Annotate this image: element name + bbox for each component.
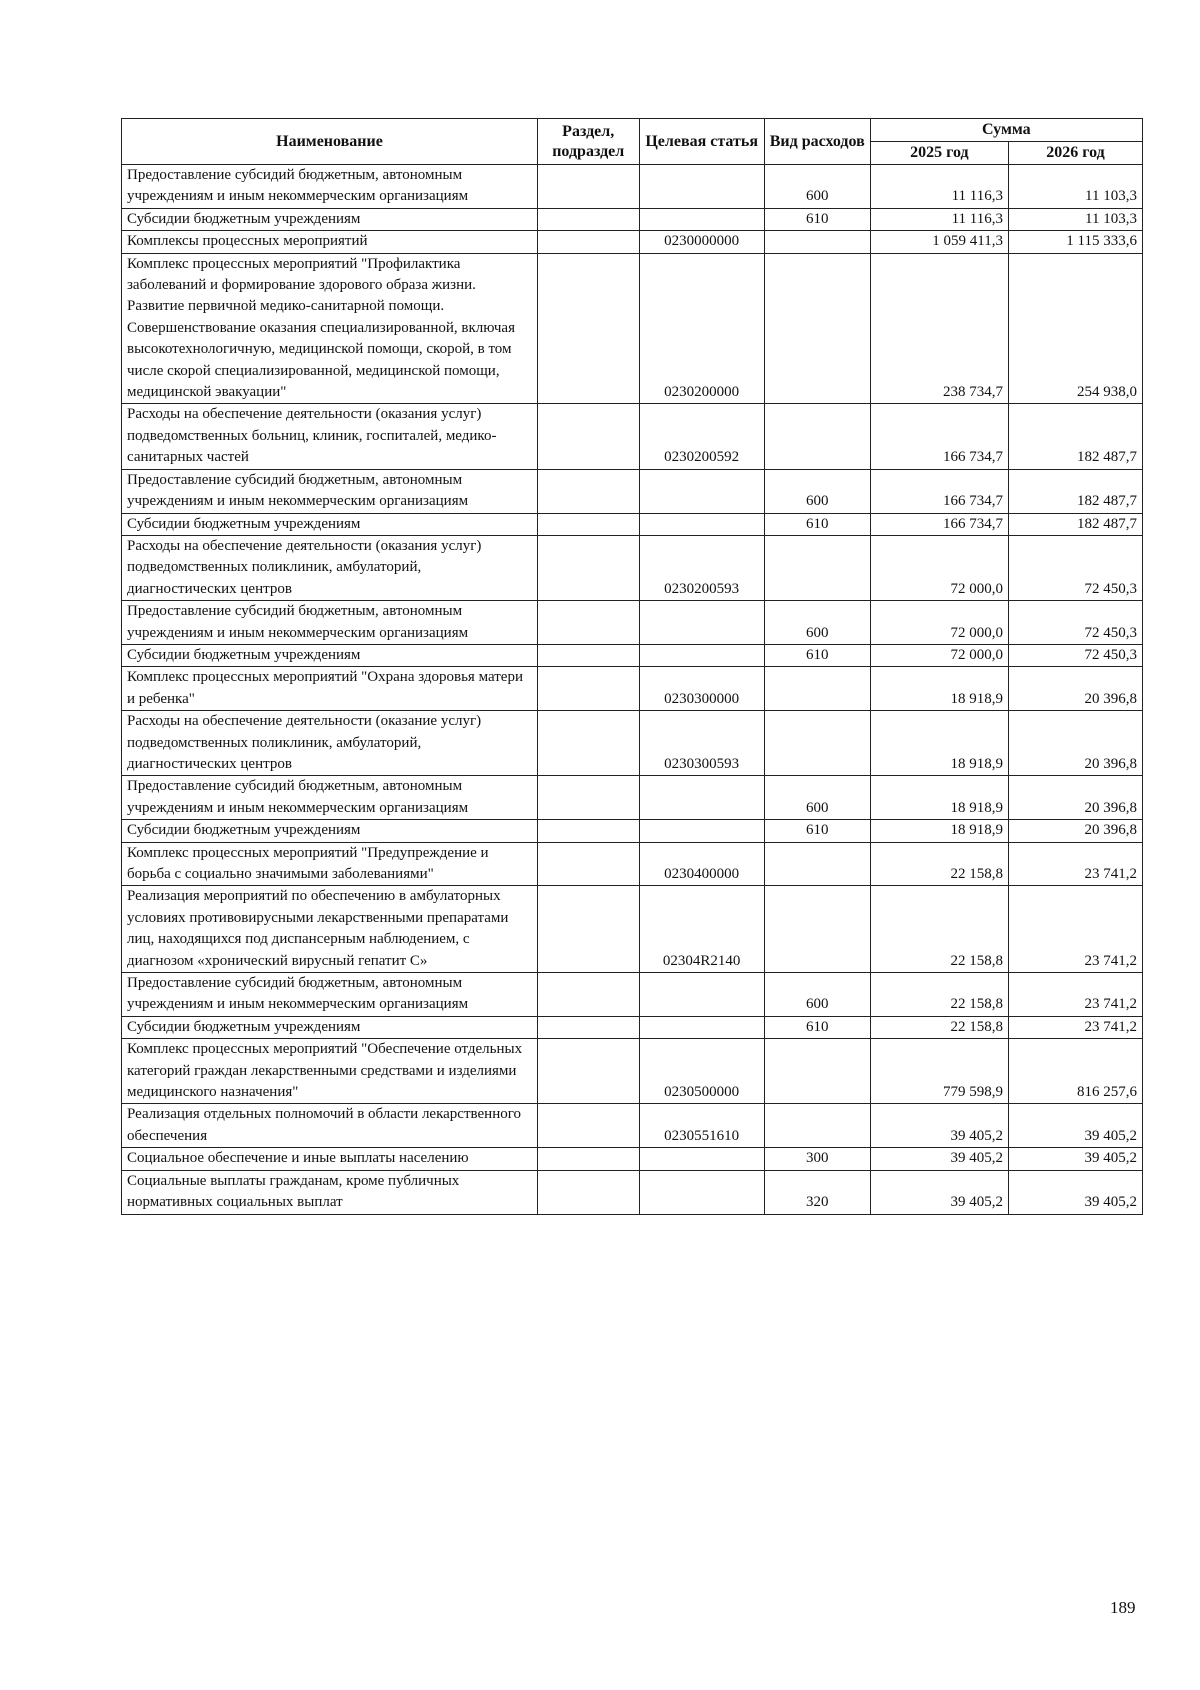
cell-2026: 182 487,7 [1008, 404, 1142, 469]
table-row [122, 667, 1143, 711]
cell-name: Комплексы процессных мероприятий [122, 231, 538, 253]
cell-2026: 816 257,6 [1008, 1039, 1142, 1104]
cell-type: 300 [764, 1148, 870, 1170]
cell-2025: 72 000,0 [870, 601, 1008, 645]
table-row [122, 973, 1143, 1017]
cell-2025: 72 000,0 [870, 535, 1008, 600]
cell-target: 0230000000 [639, 231, 764, 253]
header-year-2025: 2025 год [870, 142, 1008, 165]
cell-name: Предоставление субсидий бюджетным, автономным учреждениям и иным некоммерческим организациям [122, 165, 538, 209]
cell-2025: 166 734,7 [870, 469, 1008, 513]
table-row [122, 165, 1143, 209]
cell-section [537, 535, 639, 600]
cell-name: Комплекс процессных мероприятий "Предупреждение и борьба с социально значимыми заболеваниями" [122, 842, 538, 886]
cell-section [537, 601, 639, 645]
cell-name: Расходы на обеспечение деятельности (оказание услуг) подведомственных поликлиник, амбулаторий, диагностических центров [122, 711, 538, 776]
cell-2025: 18 918,9 [870, 667, 1008, 711]
cell-target: 0230300000 [639, 667, 764, 711]
cell-2026: 23 741,2 [1008, 1016, 1142, 1038]
cell-type: 600 [764, 165, 870, 209]
cell-2025: 166 734,7 [870, 404, 1008, 469]
cell-2025: 18 918,9 [870, 711, 1008, 776]
table-row [122, 711, 1143, 776]
cell-section [537, 776, 639, 820]
cell-target: 0230200593 [639, 535, 764, 600]
table-row [122, 535, 1143, 600]
cell-name: Социальные выплаты гражданам, кроме публичных нормативных социальных выплат [122, 1170, 538, 1214]
cell-2025: 22 158,8 [870, 842, 1008, 886]
cell-2025: 39 405,2 [870, 1170, 1008, 1214]
cell-2025: 18 918,9 [870, 776, 1008, 820]
cell-name: Комплекс процессных мероприятий "Профилактика заболеваний и формирование здорового образа жизни. Развитие первичной медико-санитарной помощи. Совершенствование оказания специализированной, включая высокотехнологичную, медицинской помощи, скорой, в том числе скорой специализированной, медицинской помощи, медицинской эвакуации" [122, 253, 538, 404]
table-row [122, 1039, 1143, 1104]
cell-type [764, 1039, 870, 1104]
cell-name: Субсидии бюджетным учреждениям [122, 1016, 538, 1038]
cell-2026: 72 450,3 [1008, 601, 1142, 645]
cell-name: Субсидии бюджетным учреждениям [122, 208, 538, 230]
cell-2025: 11 116,3 [870, 165, 1008, 209]
cell-section [537, 208, 639, 230]
cell-section [537, 842, 639, 886]
cell-type: 600 [764, 469, 870, 513]
table-row [122, 1104, 1143, 1148]
cell-2025: 39 405,2 [870, 1104, 1008, 1148]
table-row [122, 886, 1143, 973]
cell-2026: 39 405,2 [1008, 1148, 1142, 1170]
cell-name: Реализация мероприятий по обеспечению в амбулаторных условиях противовирусными лекарственными препаратами лиц, находящихся под диспансерным наблюдением, с диагнозом «хронический вирусный гепатит С» [122, 886, 538, 973]
cell-2026: 23 741,2 [1008, 886, 1142, 973]
cell-target: 0230400000 [639, 842, 764, 886]
cell-type [764, 886, 870, 973]
cell-2025: 22 158,8 [870, 886, 1008, 973]
table-row [122, 253, 1143, 404]
table-row [122, 231, 1143, 253]
header-year-2026: 2026 год [1008, 142, 1142, 165]
table-row [122, 513, 1143, 535]
cell-section [537, 886, 639, 973]
cell-type [764, 231, 870, 253]
cell-2026: 182 487,7 [1008, 513, 1142, 535]
cell-2025: 22 158,8 [870, 973, 1008, 1017]
cell-name: Предоставление субсидий бюджетным, автономным учреждениям и иным некоммерческим организациям [122, 776, 538, 820]
cell-target: 0230500000 [639, 1039, 764, 1104]
cell-type [764, 253, 870, 404]
cell-section [537, 644, 639, 666]
table-body [122, 165, 1143, 1215]
table-row [122, 601, 1143, 645]
cell-target [639, 165, 764, 209]
header-row [122, 119, 1143, 142]
table-row [122, 469, 1143, 513]
cell-2025: 238 734,7 [870, 253, 1008, 404]
cell-name: Предоставление субсидий бюджетным, автономным учреждениям и иным некоммерческим организациям [122, 973, 538, 1017]
header-target: Целевая статья [639, 119, 764, 165]
cell-section [537, 1148, 639, 1170]
cell-target [639, 973, 764, 1017]
cell-section [537, 231, 639, 253]
cell-2026: 1 115 333,6 [1008, 231, 1142, 253]
cell-name: Комплекс процессных мероприятий "Охрана здоровья матери и ребенка" [122, 667, 538, 711]
cell-target: 0230200000 [639, 253, 764, 404]
cell-target: 02304R2140 [639, 886, 764, 973]
cell-2026: 39 405,2 [1008, 1104, 1142, 1148]
table-row [122, 208, 1143, 230]
cell-name: Реализация отдельных полномочий в области лекарственного обеспечения [122, 1104, 538, 1148]
cell-2026: 11 103,3 [1008, 208, 1142, 230]
budget-table [121, 118, 1143, 1215]
cell-name: Расходы на обеспечение деятельности (оказания услуг) подведомственных больниц, клиник, госпиталей, медико-санитарных частей [122, 404, 538, 469]
cell-target [639, 601, 764, 645]
cell-name: Субсидии бюджетным учреждениям [122, 644, 538, 666]
cell-target: 0230300593 [639, 711, 764, 776]
cell-type: 600 [764, 601, 870, 645]
cell-2026: 23 741,2 [1008, 842, 1142, 886]
cell-section [537, 711, 639, 776]
cell-target [639, 1016, 764, 1038]
cell-name: Расходы на обеспечение деятельности (оказания услуг) подведомственных поликлиник, амбулаторий, диагностических центров [122, 535, 538, 600]
cell-section [537, 820, 639, 842]
cell-target [639, 1170, 764, 1214]
cell-2026: 11 103,3 [1008, 165, 1142, 209]
cell-name: Субсидии бюджетным учреждениям [122, 820, 538, 842]
cell-type: 610 [764, 513, 870, 535]
cell-name: Предоставление субсидий бюджетным, автономным учреждениям и иным некоммерческим организациям [122, 469, 538, 513]
cell-section [537, 513, 639, 535]
cell-target [639, 644, 764, 666]
cell-target [639, 820, 764, 842]
cell-section [537, 1039, 639, 1104]
cell-type [764, 711, 870, 776]
cell-2026: 182 487,7 [1008, 469, 1142, 513]
table-row [122, 404, 1143, 469]
cell-2025: 18 918,9 [870, 820, 1008, 842]
cell-2026: 20 396,8 [1008, 667, 1142, 711]
cell-2026: 254 938,0 [1008, 253, 1142, 404]
cell-target [639, 1148, 764, 1170]
cell-type: 610 [764, 208, 870, 230]
cell-target: 0230551610 [639, 1104, 764, 1148]
cell-2025: 11 116,3 [870, 208, 1008, 230]
cell-type: 610 [764, 820, 870, 842]
cell-2026: 20 396,8 [1008, 711, 1142, 776]
cell-2025: 72 000,0 [870, 644, 1008, 666]
cell-target: 0230200592 [639, 404, 764, 469]
cell-name: Комплекс процессных мероприятий "Обеспечение отдельных категорий граждан лекарственными средствами и изделиями медицинского назначения" [122, 1039, 538, 1104]
cell-type [764, 1104, 870, 1148]
header-sum: Сумма [870, 119, 1142, 142]
cell-type: 600 [764, 776, 870, 820]
table-row [122, 644, 1143, 666]
page-number: 189 [1110, 1598, 1136, 1617]
cell-2026: 39 405,2 [1008, 1170, 1142, 1214]
cell-section [537, 667, 639, 711]
cell-section [537, 1104, 639, 1148]
cell-2025: 1 059 411,3 [870, 231, 1008, 253]
cell-section [537, 469, 639, 513]
cell-target [639, 513, 764, 535]
cell-section [537, 1170, 639, 1214]
cell-type [764, 842, 870, 886]
cell-2026: 23 741,2 [1008, 973, 1142, 1017]
cell-section [537, 1016, 639, 1038]
cell-name: Социальное обеспечение и иные выплаты населению [122, 1148, 538, 1170]
header-section: Раздел, подраздел [537, 119, 639, 165]
cell-2025: 779 598,9 [870, 1039, 1008, 1104]
cell-type [764, 535, 870, 600]
table-row [122, 1016, 1143, 1038]
cell-section [537, 973, 639, 1017]
table-row [122, 820, 1143, 842]
cell-type: 610 [764, 644, 870, 666]
table-row [122, 776, 1143, 820]
cell-2026: 20 396,8 [1008, 820, 1142, 842]
cell-2025: 22 158,8 [870, 1016, 1008, 1038]
cell-target [639, 208, 764, 230]
table-row [122, 1170, 1143, 1214]
cell-name: Субсидии бюджетным учреждениям [122, 513, 538, 535]
cell-2025: 39 405,2 [870, 1148, 1008, 1170]
cell-2026: 72 450,3 [1008, 535, 1142, 600]
header-name: Наименование [122, 119, 538, 165]
cell-2026: 20 396,8 [1008, 776, 1142, 820]
cell-name: Предоставление субсидий бюджетным, автономным учреждениям и иным некоммерческим организациям [122, 601, 538, 645]
cell-type [764, 667, 870, 711]
cell-section [537, 165, 639, 209]
cell-2025: 166 734,7 [870, 513, 1008, 535]
cell-section [537, 404, 639, 469]
table-row [122, 842, 1143, 886]
table-row [122, 1148, 1143, 1170]
cell-section [537, 253, 639, 404]
cell-target [639, 469, 764, 513]
cell-type: 610 [764, 1016, 870, 1038]
cell-type: 600 [764, 973, 870, 1017]
header-type: Вид расходов [764, 119, 870, 165]
cell-type: 320 [764, 1170, 870, 1214]
cell-type [764, 404, 870, 469]
cell-target [639, 776, 764, 820]
cell-2026: 72 450,3 [1008, 644, 1142, 666]
